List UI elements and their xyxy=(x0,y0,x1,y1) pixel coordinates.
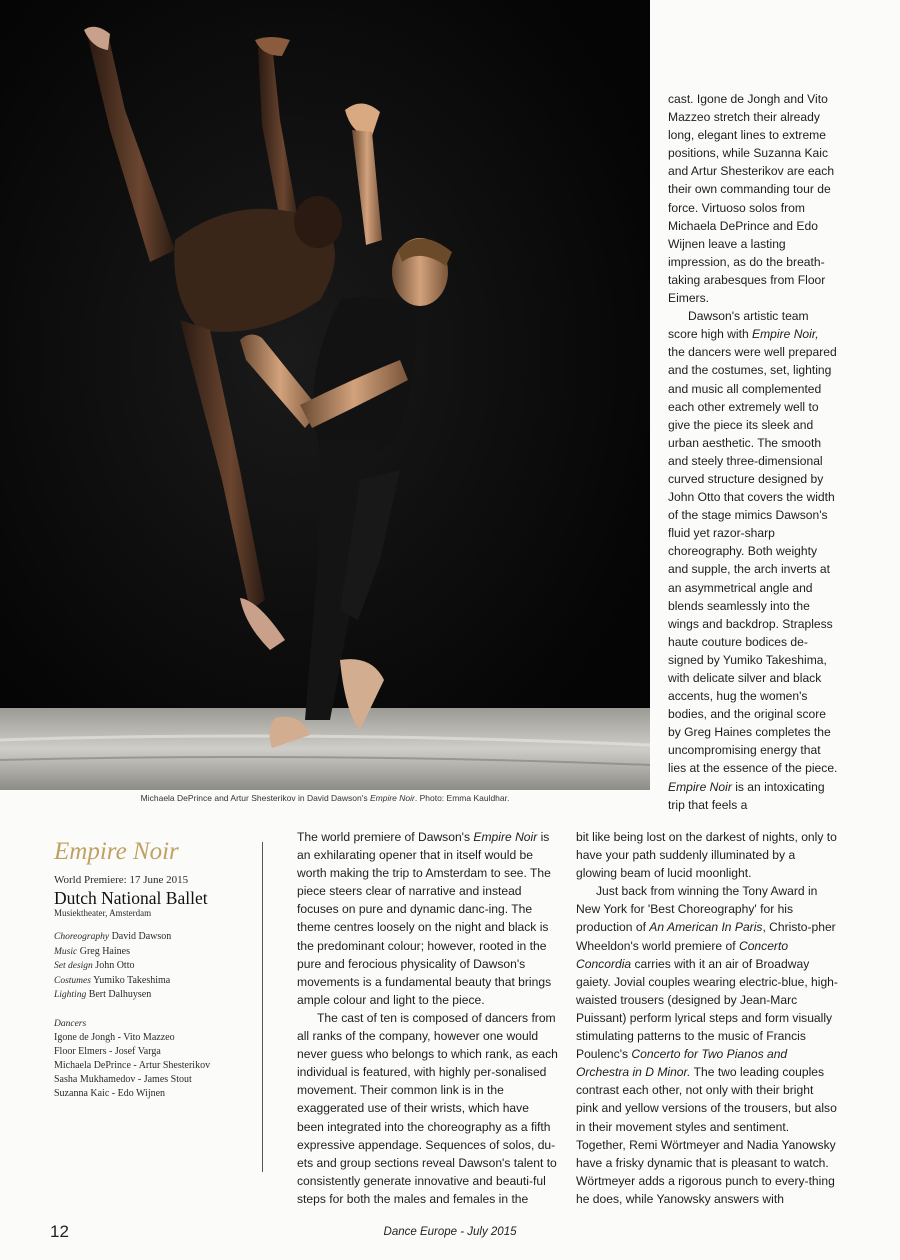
paragraph xyxy=(668,307,838,814)
credit-name: Bert Dalhuysen xyxy=(86,989,152,1000)
dancers-list xyxy=(54,1031,254,1102)
credit-name: David Dawson xyxy=(109,931,172,942)
caption-credit: . Photo: Emma Kauldhar. xyxy=(414,793,510,803)
credit-line xyxy=(54,974,254,989)
premiere-date: World Premiere: 17 June 2015 xyxy=(54,874,189,886)
credit-role: Music xyxy=(54,946,78,957)
text-run: Dawson's artistic team score high with xyxy=(668,309,809,342)
text-run: The cast of ten is composed of dancers from all ranks of the company, however one would never guess who belongs to which rank, as each individual is featured, with highly per-sonalised movement. Their common link is in the exaggerated use of their wrists, which have been integrated into the choreography as a fifth expressive appendage. Sequences of solos, du-ets and group sections reveal Dawson's talent to consistently generate innovative and beauti-ful steps for both the males and females in the xyxy=(297,1010,558,1206)
dancer-pair: Igone de Jongh - Vito Mazzeo xyxy=(54,1031,175,1043)
text-run: is an exhilarating opener that in itself would be worth making the trip to Amsterdam to see. The piece steers clear of narrative and instead focuses on pure and dynamic danc-ing. The theme centres loosely on the night and black is the predominant colour; however, rooted in the pure and ferocious physicality of Dawson's movements is a fundamental beauty that brings ample colour and light to the piece. xyxy=(297,830,552,1007)
credits-list xyxy=(54,930,254,1003)
paragraph xyxy=(297,1009,559,1208)
text-run: The world premiere of Dawson's xyxy=(297,830,474,844)
page-number: 12 xyxy=(50,1222,69,1241)
text-run: carries with it an air of Broadway gaiety. Jovial couples wearing electric-blue, high-waisted trousers (designed by Jean-Marc Puissant) perform lyrical steps and form visually stimulating patterns to the music of Francis Poulenc's xyxy=(576,956,838,1062)
dancer-pair: Sasha Mukhamedov - James Stout xyxy=(54,1074,192,1086)
text-run: , Christo-pher Wheeldon's world premiere of xyxy=(576,920,836,953)
credit-role: Choreography xyxy=(54,932,110,942)
credit-role: Lighting xyxy=(54,990,87,1000)
text-run: cast. Igone de Jongh and Vito Mazzeo stretch their already long, elegant lines to extreme positions, while Suzanna Kaic and Artur Shesterikov are each their own commanding tour de force. Virtuoso solos from Michaela DePrince and Edo Wijnen leave a lasting impression, as do the breath-taking arabesques from Floor Eimers. xyxy=(668,92,835,306)
paragraph xyxy=(297,828,559,1009)
credit-name: Yumiko Takeshima xyxy=(90,974,171,986)
text-run: bit like being lost on the darkest of nights, only to have your path suddenly illuminated by a glowing beam of lucid moonlight. xyxy=(576,830,837,881)
photo-caption xyxy=(0,793,650,803)
credit-name: John Otto xyxy=(92,960,135,971)
venue: Musiektheater, Amsterdam xyxy=(54,908,152,918)
dancer-pair: Floor Elmers - Josef Varga xyxy=(54,1045,161,1057)
company-name: Dutch National Ballet xyxy=(54,888,208,908)
credit-line xyxy=(54,988,254,1003)
magazine-footer: Dance Europe - July 2015 xyxy=(383,1226,517,1238)
dance-photo-illustration xyxy=(0,0,650,790)
dancer-pair: Suzanna Kaic - Edo Wijnen xyxy=(54,1088,166,1100)
middle-column xyxy=(297,828,559,1208)
paragraph xyxy=(668,90,838,307)
text-run: is an intoxicating trip that feels a xyxy=(668,779,825,812)
italic-run: Empire Noir, xyxy=(752,327,819,342)
dancer-pair: Michaela DePrince - Artur Shesterikov xyxy=(54,1059,211,1071)
credit-line xyxy=(54,930,254,945)
credit-line xyxy=(54,959,254,974)
credit-line xyxy=(54,945,254,960)
credit-name: Greg Haines xyxy=(77,945,130,957)
paragraph xyxy=(576,882,838,1208)
credit-role: Set design xyxy=(54,961,93,971)
right-column-bottom xyxy=(576,828,838,1208)
right-column-top xyxy=(668,90,838,814)
text-run: the dancers were well prepared and the costumes, set, lighting and music all complemented each other extremely well to give the piece its sleek and urban aesthetic. The smooth and steely three-dimensional curved structure designed by John Otto that covers the width of the stage mimics Dawson's fluid yet razor-sharp choreography. Both weighty and supple, the arch inverts at an asymmetrical angle and blends seamlessly into the wings and backdrop. Strapless haute couture bodices de-signed by Yumiko Takeshima, with delicate silver and black accents, hug the women's bodies, and the original score by Greg Haines completes the uncompromising energy that lies at the essence of the piece. xyxy=(668,345,838,776)
caption-title: Empire Noir xyxy=(369,793,415,803)
paragraph xyxy=(576,828,838,882)
production-title: Empire Noir xyxy=(54,838,179,865)
italic-run: Concerto for Two Pianos and Orchestra in D Minor. xyxy=(576,1047,788,1080)
italic-run: Concerto Concordia xyxy=(576,938,789,971)
text-run: The two leading couples contrast each other, not only with their bright pink and yellow versions of the trousers, but also in their movement styles and sentiment. Together, Remi Wörtmeyer and Nadia Yanowsky have a frisky dynamic that is pleasant to watch. Wörtmeyer adds a rigorous punch to every-thing he does, while Yanowsky answers with xyxy=(576,1065,837,1206)
text-run: Just back from winning the Tony Award in New York for 'Best Choreography' for his production of xyxy=(576,884,818,935)
caption-text: Michaela DePrince and Artur Shesterikov in David Dawson's xyxy=(140,793,370,803)
dancers-heading: Dancers xyxy=(54,1018,87,1029)
italic-run: Empire Noir xyxy=(668,779,732,794)
italic-run: Empire Noir xyxy=(473,830,538,844)
dance-photo xyxy=(0,0,650,790)
column-divider xyxy=(262,842,263,1172)
credit-role: Costumes xyxy=(54,975,91,986)
production-info xyxy=(54,838,254,1102)
italic-run: An American In Paris xyxy=(649,920,763,935)
